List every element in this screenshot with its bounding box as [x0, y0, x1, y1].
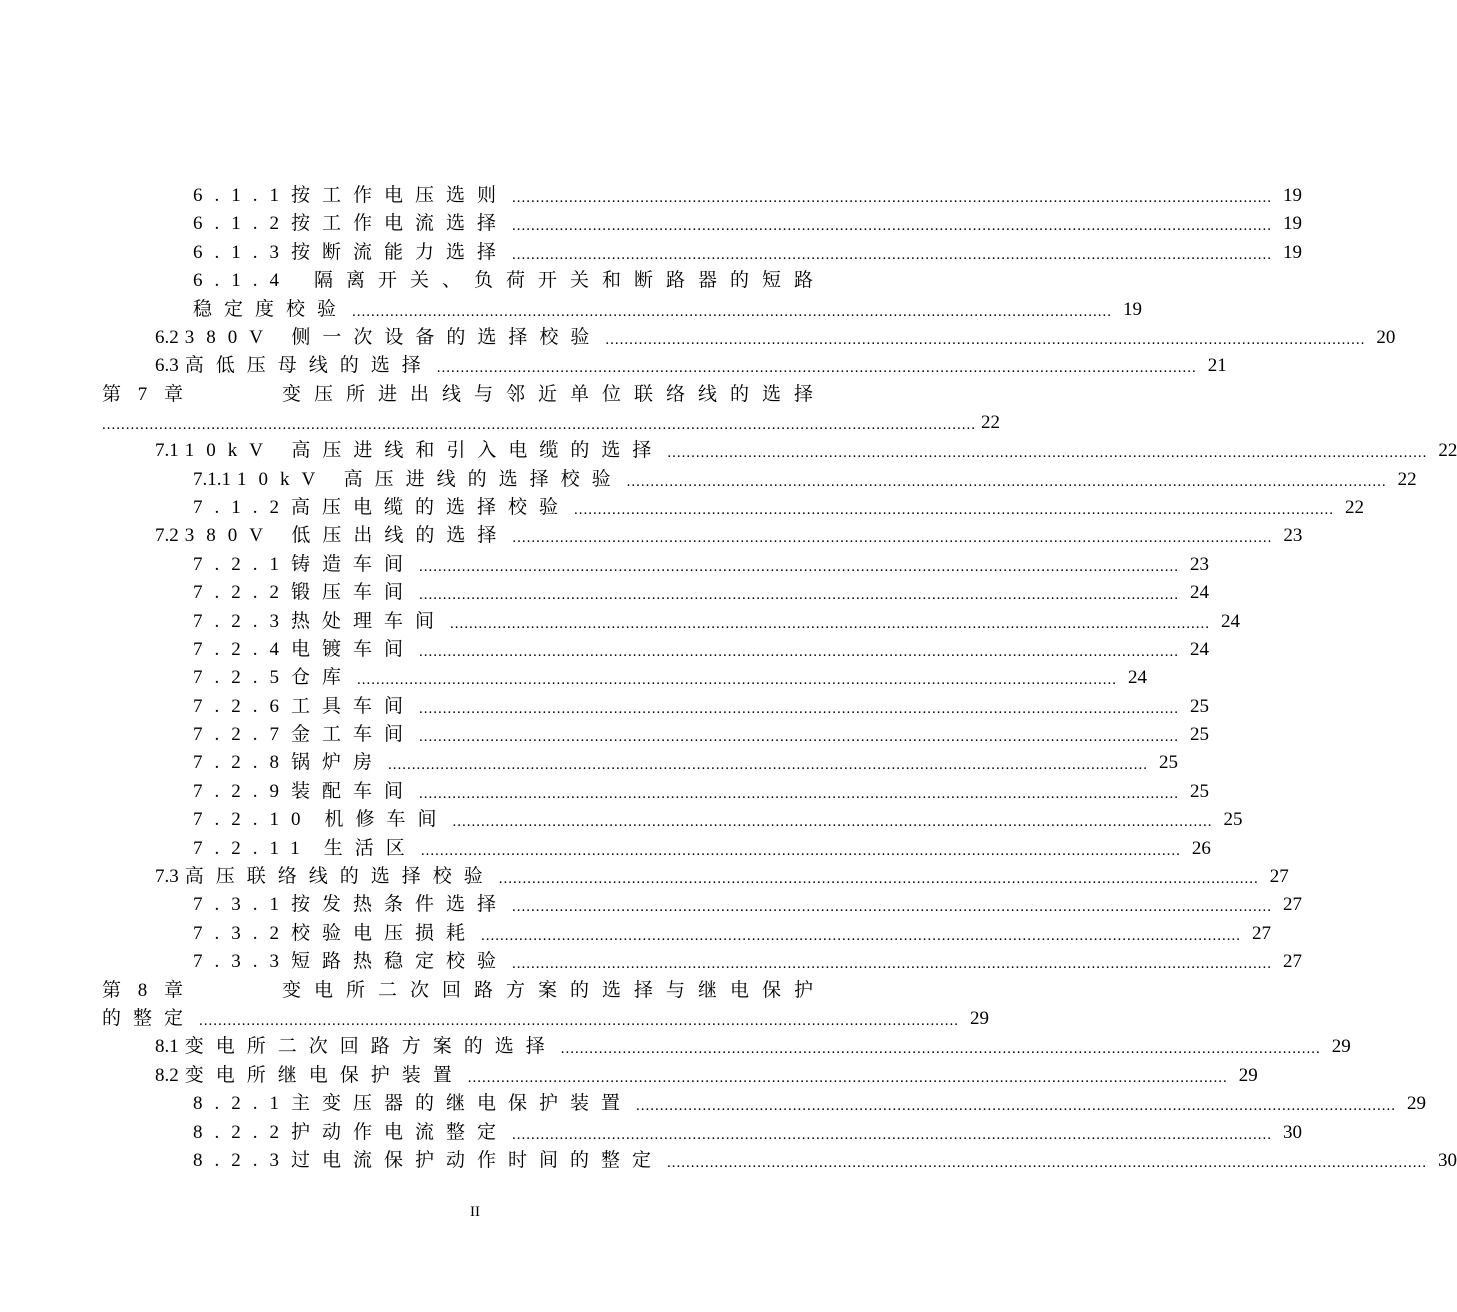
toc-entry[interactable]	[193, 466, 1417, 494]
toc-title: 380V 侧一次设备的选择校验	[184, 327, 602, 348]
toc-number: 7.2.8	[193, 752, 291, 773]
toc-leader: ................................................................................................................................................................	[419, 587, 1180, 603]
toc-page: 24	[1190, 639, 1210, 660]
toc-page: 19	[1283, 213, 1303, 234]
toc-leader: ................................................................................................................................................................	[574, 502, 1335, 518]
toc-page: 27	[1283, 951, 1303, 972]
toc-leader: ................................................................................................................................................................	[512, 899, 1273, 915]
toc-entry[interactable]	[193, 210, 1303, 238]
toc-entry[interactable]	[155, 324, 1396, 352]
toc-entry[interactable]	[155, 352, 1227, 380]
toc-leader: ................................................................................................................................................................	[512, 1127, 1273, 1143]
toc-entry[interactable]	[193, 891, 1303, 919]
toc-page: 19	[1283, 242, 1303, 263]
toc-entry[interactable]	[193, 948, 1303, 976]
toc-page: 27	[1283, 894, 1303, 915]
toc-leader: ................................................................................................................................................................	[419, 729, 1180, 745]
toc-leader: ................................................................................................................................................................	[419, 559, 1180, 575]
toc-page: 25	[1190, 781, 1210, 802]
toc-entry-continued[interactable]	[102, 1005, 990, 1033]
toc-title: 的整定	[102, 1008, 196, 1029]
toc-title: 主变压器的继电保护装置	[291, 1093, 633, 1114]
toc-entry[interactable]	[193, 920, 1272, 948]
toc-title: 高低压母线的选择	[184, 355, 433, 376]
toc-title: 护动作电流整定	[291, 1122, 509, 1143]
toc-page: 21	[1207, 355, 1227, 376]
toc-leader: ................................................................................................................................................................	[481, 928, 1242, 944]
toc-title: 变压所进出线与邻近单位联络线的选择	[281, 384, 826, 405]
toc-number: 7.1.2	[193, 497, 291, 518]
toc-leader: ........................................................................................................................................................................................	[102, 417, 976, 433]
toc-entry[interactable]	[155, 863, 1289, 891]
toc-entry[interactable]	[193, 239, 1303, 267]
toc-entry[interactable]	[193, 182, 1303, 210]
toc-number: 7.3	[155, 866, 179, 887]
toc-title: 校验电压损耗	[291, 923, 478, 944]
toc-entry[interactable]	[155, 437, 1457, 465]
toc-leader: ................................................................................................................................................................	[419, 644, 1180, 660]
toc-entry[interactable]	[193, 806, 1243, 834]
toc-page: 29	[1331, 1036, 1351, 1057]
toc-number: 7.2.11	[193, 838, 312, 859]
toc-page: 22	[1345, 497, 1365, 518]
toc-entry-continued[interactable]	[193, 296, 1143, 324]
toc-leader: ................................................................................................................................................................	[419, 701, 1180, 717]
toc-title: 生活区	[323, 838, 417, 859]
toc-number: 7.2.3	[193, 611, 291, 632]
toc-number: 8.1	[155, 1036, 179, 1057]
toc-page: 29	[970, 1008, 990, 1029]
toc-entry[interactable]	[193, 1147, 1457, 1175]
toc-leader: ................................................................................................................................................................	[605, 332, 1366, 348]
toc-leader: ................................................................................................................................................................	[512, 247, 1273, 263]
toc-leader: ................................................................................................................................................................	[452, 814, 1213, 830]
toc-entry[interactable]	[193, 835, 1211, 863]
toc-title: 按断流能力选择	[291, 242, 509, 263]
toc-title: 金工车间	[291, 724, 416, 745]
toc-leader: ................................................................................................................................................................	[352, 304, 1113, 320]
toc-page: 24	[1221, 611, 1241, 632]
toc-title: 变电所二次回路方案的选择与继电保护	[281, 980, 826, 1001]
toc-page: 25	[1190, 724, 1210, 745]
toc-entry[interactable]	[155, 1033, 1351, 1061]
toc-number: 6.2	[155, 327, 179, 348]
toc-leader: ................................................................................................................................................................	[450, 616, 1211, 632]
toc-page: 24	[1190, 582, 1210, 603]
toc-page: 24	[1128, 667, 1148, 688]
toc-number: 7.2.1	[193, 554, 291, 575]
toc-number: 6.1.2	[193, 213, 291, 234]
toc-leader: ................................................................................................................................................................	[420, 843, 1181, 859]
toc-title: 高压电缆的选择校验	[291, 497, 571, 518]
toc-number: 7.2	[155, 525, 179, 546]
toc-title: 工具车间	[291, 696, 416, 717]
toc-page: 30	[1283, 1122, 1303, 1143]
toc-leader: ................................................................................................................................................................	[667, 445, 1428, 461]
toc-leader: ................................................................................................................................................................	[667, 1155, 1428, 1171]
toc-title: 变电所继电保护装置	[184, 1065, 464, 1086]
toc-chapter-entry[interactable]	[102, 977, 826, 1005]
toc-entry[interactable]	[155, 522, 1303, 550]
toc-entry[interactable]	[193, 579, 1210, 607]
toc-page: 29	[1238, 1065, 1258, 1086]
toc-title: 电镀车间	[291, 639, 416, 660]
toc-page: 23	[1190, 554, 1210, 575]
toc-chapter-number: 第 7 章	[102, 384, 190, 405]
toc-leader: ................................................................................................................................................................	[560, 1041, 1321, 1057]
toc-page: 25	[1223, 809, 1243, 830]
toc-title: 短路热稳定校验	[291, 951, 509, 972]
toc-entry[interactable]	[193, 721, 1210, 749]
toc-page: 29	[1407, 1093, 1427, 1114]
toc-page: 22	[981, 412, 1000, 433]
toc-title: 按工作电压选则	[291, 185, 509, 206]
toc-number: 8.2	[155, 1065, 179, 1086]
toc-number: 6.1.3	[193, 242, 291, 263]
toc-leader: ................................................................................................................................................................	[512, 218, 1273, 234]
toc-title: 变电所二次回路方案的选择	[184, 1036, 557, 1057]
toc-title: 过电流保护动作时间的整定	[291, 1150, 664, 1171]
toc-page: 27	[1252, 923, 1272, 944]
toc-title: 按发热条件选择	[291, 894, 509, 915]
toc-page: 25	[1190, 696, 1210, 717]
toc-number: 7.2.7	[193, 724, 291, 745]
toc-leader: ................................................................................................................................................................	[498, 871, 1259, 887]
toc-number: 8.2.2	[193, 1122, 291, 1143]
toc-number: 6.1.1	[193, 185, 291, 206]
toc-page: 25	[1159, 752, 1179, 773]
toc-entry[interactable]	[193, 267, 826, 295]
toc-entry[interactable]	[193, 551, 1210, 579]
toc-title: 10kV 高压进线的选择校验	[237, 469, 623, 490]
toc-number: 8.2.1	[193, 1093, 291, 1114]
toc-title: 10kV 高压进线和引入电缆的选择	[184, 440, 664, 461]
toc-leader: ................................................................................................................................................................	[512, 190, 1273, 206]
toc-entry[interactable]	[155, 1062, 1258, 1090]
toc-number: 7.2.6	[193, 696, 291, 717]
toc-entry[interactable]	[193, 693, 1210, 721]
toc-title: 稳定度校验	[193, 299, 349, 320]
toc-leader: ................................................................................................................................................................	[626, 474, 1387, 490]
toc-chapter-number: 第 8 章	[102, 980, 190, 1001]
toc-title: 380V 低压出线的选择	[184, 525, 509, 546]
toc-number: 7.2.10	[193, 809, 313, 830]
toc-leader: ................................................................................................................................................................	[512, 530, 1273, 546]
toc-title: 锻压车间	[291, 582, 416, 603]
toc-title: 仓库	[291, 667, 354, 688]
toc-number: 7.3.2	[193, 923, 291, 944]
toc-leader: ................................................................................................................................................................	[419, 786, 1180, 802]
toc-entry[interactable]	[193, 608, 1241, 636]
toc-title: 锅炉房	[291, 752, 385, 773]
toc-entry[interactable]	[193, 749, 1179, 777]
toc-page: 26	[1191, 838, 1211, 859]
toc-entry[interactable]	[193, 1119, 1303, 1147]
toc-entry[interactable]	[193, 778, 1210, 806]
toc-number: 7.2.4	[193, 639, 291, 660]
toc-number: 7.2.2	[193, 582, 291, 603]
toc-title: 高压联络线的选择校验	[184, 866, 495, 887]
page-footer-number: II	[470, 1204, 480, 1220]
toc-entry[interactable]	[193, 494, 1365, 522]
toc-page: 19	[1123, 299, 1143, 320]
toc-number: 7.3.1	[193, 894, 291, 915]
toc-title: 热处理车间	[291, 611, 447, 632]
toc-title: 机修车间	[324, 809, 449, 830]
toc-chapter-entry[interactable]	[102, 381, 826, 409]
toc-leader: ................................................................................................................................................................	[388, 757, 1149, 773]
toc-leader: ................................................................................................................................................................	[512, 956, 1273, 972]
toc-leader: ................................................................................................................................................................	[199, 1013, 960, 1029]
toc-leader: ................................................................................................................................................................	[436, 360, 1197, 376]
toc-title: 装配车间	[291, 781, 416, 802]
toc-number: 7.2.9	[193, 781, 291, 802]
toc-page: 30	[1438, 1150, 1457, 1171]
toc-number: 7.2.5	[193, 667, 291, 688]
toc-number: 7.1.1	[193, 469, 231, 490]
toc-entry-continued[interactable]	[102, 409, 1000, 437]
toc-page: 20	[1376, 327, 1396, 348]
toc-page: 19	[1283, 185, 1303, 206]
toc-number: 6.1.4	[193, 270, 291, 291]
toc-number: 8.2.3	[193, 1150, 291, 1171]
toc-number: 6.3	[155, 355, 179, 376]
toc-leader: ................................................................................................................................................................	[357, 672, 1118, 688]
toc-page: 22	[1438, 440, 1457, 461]
toc-page: 22	[1397, 469, 1417, 490]
toc-page: 27	[1269, 866, 1289, 887]
toc-title: 隔离开关、负荷开关和断路器的短路	[313, 270, 826, 291]
toc-leader: ................................................................................................................................................................	[467, 1070, 1228, 1086]
toc-leader: ................................................................................................................................................................	[636, 1098, 1397, 1114]
toc-title: 铸造车间	[291, 554, 416, 575]
toc-page: 23	[1283, 525, 1303, 546]
toc-entry[interactable]	[193, 636, 1210, 664]
toc-title: 按工作电流选择	[291, 213, 509, 234]
toc-number: 7.3.3	[193, 951, 291, 972]
toc-entry[interactable]	[193, 1090, 1427, 1118]
toc-number: 7.1	[155, 440, 179, 461]
toc-entry[interactable]	[193, 664, 1148, 692]
